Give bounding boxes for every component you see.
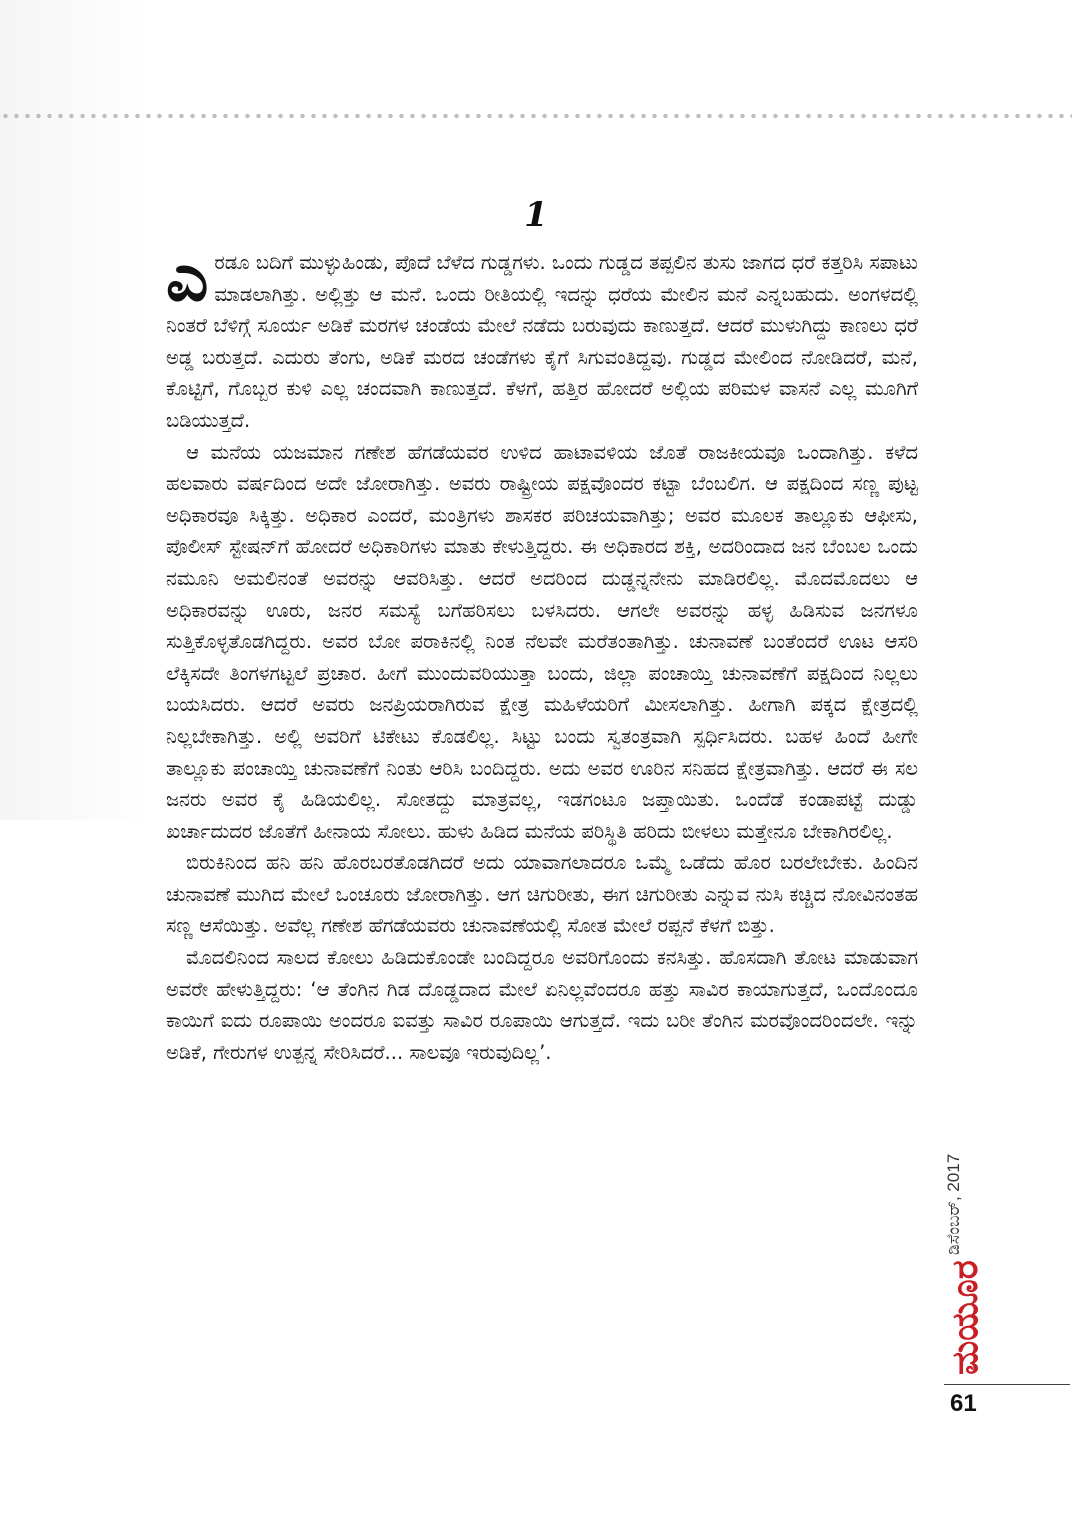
paragraph-3: ಬಿರುಕಿನಿಂದ ಹನಿ ಹನಿ ಹೊರಬರತೊಡಗಿದರೆ ಅದು ಯಾವಾಗಲಾದರೂ ಒಮ್ಮೆ ಒಡೆದು ಹೊರ ಬರಲೇಬೇಕು. ಹಿಂದಿನ ಚುನಾವಣೆ ಮುಗಿದ ಮೇಲೆ ಒಂಚೂರು ಜೋರಾಗಿತ್ತು. ಆಗ ಚಿಗುರೀತು, ಈಗ ಚಿಗುರೀತು ಎನ್ನುವ ನುಸಿ ಕಚ್ಚಿದ ನೋವಿನಂತಹ ಸಣ್ಣ ಆಸೆಯಿತ್ತು. ಅವೆಲ್ಲ ಗಣೇಶ ಹೆಗಡೆಯವರು ಚುನಾವಣೆಯಲ್ಲಿ ಸೋತ ಮೇಲೆ ರಪ್ಪನೆ ಕೆಳಗೆ ಬಿತ್ತು.: [166, 851, 918, 938]
article-body: [166, 239, 918, 1068]
issue-date: ಡಿಸೆಂಬರ್, 2017: [944, 1153, 963, 1255]
drop-cap: ಎ: [166, 239, 209, 316]
paragraph-2: ಆ ಮನೆಯ ಯಜಮಾನ ಗಣೇಶ ಹೆಗಡೆಯವರ ಉಳಿದ ಹಾಟಾವಳಿಯ ಜೊತೆ ರಾಜಕೀಯವೂ ಒಂದಾಗಿತ್ತು. ಕಳೆದ ಹಲವಾರು ವರ್ಷದಿಂದ ಅದೇ ಜೋರಾಗಿತ್ತು. ಅವರು ರಾಷ್ಟ್ರೀಯ ಪಕ್ಷವೊಂದರ ಕಟ್ಟಾ ಬೆಂಬಲಿಗ. ಆ ಪಕ್ಷದಿಂದ ಸಣ್ಣ ಪುಟ್ಟ ಅಧಿಕಾರವೂ ಸಿಕ್ಕಿತ್ತು. ಅಧಿಕಾರ ಎಂದರೆ, ಮಂತ್ರಿಗಳು ಶಾಸಕರ ಪರಿಚಯವಾಗಿತ್ತು; ಅವರ ಮೂಲಕ ತಾಲ್ಲೂಕು ಆಫೀಸು, ಪೊಲೀಸ್ ಸ್ಟೇಷನ್‌ಗೆ ಹೋದರೆ ಅಧಿಕಾರಿಗಳು ಮಾತು ಕೇಳುತ್ತಿದ್ದರು. ಈ ಅಧಿಕಾರದ ಶಕ್ತಿ, ಅದರಿಂದಾದ ಜನ ಬೆಂಬಲ ಒಂದು ನಮೂನಿ ಅಮಲಿನಂತೆ ಅವರನ್ನು ಆವರಿಸಿತ್ತು. ಆದರೆ ಅದರಿಂದ ದುಡ್ಡನ್ನನೇನು ಮಾಡಿರಲಿಲ್ಲ. ಮೊದಮೊದಲು ಆ ಅಧಿಕಾರವನ್ನು ಊರು, ಜನರ ಸಮಸ್ಯೆ ಬಗೆಹರಿಸಲು ಬಳಸಿದರು. ಆಗಲೇ ಅವರನ್ನು ಹಳ್ಳ ಹಿಡಿಸುವ ಜನಗಳೂ ಸುತ್ತಿಕೊಳ್ಳತೊಡಗಿದ್ದರು. ಅವರ ಬೋ ಪರಾಕಿನಲ್ಲಿ ನಿಂತ ನೆಲವೇ ಮರೆತಂತಾಗಿತ್ತು. ಚುನಾವಣೆ ಬಂತೆಂದರೆ ಊಟ ಆಸರಿ ಲೆಕ್ಕಿಸದೇ ತಿಂಗಳಗಟ್ಟಲೆ ಪ್ರಚಾರ. ಹೀಗೆ ಮುಂದುವರಿಯುತ್ತಾ ಬಂದು, ಜಿಲ್ಲಾ ಪಂಚಾಯ್ತಿ ಚುನಾವಣೆಗೆ ಪಕ್ಷದಿಂದ ನಿಲ್ಲಲು ಬಯಸಿದರು. ಆದರೆ ಅವರು ಜನಪ್ರಿಯರಾಗಿರುವ ಕ್ಷೇತ್ರ ಮಹಿಳೆಯರಿಗೆ ಮೀಸಲಾಗಿತ್ತು. ಹೀಗಾಗಿ ಪಕ್ಕದ ಕ್ಷೇತ್ರದಲ್ಲಿ ನಿಲ್ಲಬೇಕಾಗಿತ್ತು. ಅಲ್ಲಿ ಅವರಿಗೆ ಟಿಕೇಟು ಕೊಡಲಿಲ್ಲ. ಸಿಟ್ಟು ಬಂದು ಸ್ವತಂತ್ರವಾಗಿ ಸ್ಪರ್ಧಿಸಿದರು. ಬಹಳ ಹಿಂದೆ ಹೀಗೇ ತಾಲ್ಲೂಕು ಪಂಚಾಯ್ತಿ ಚುನಾವಣೆಗೆ ನಿಂತು ಆರಿಸಿ ಬಂದಿದ್ದರು. ಅದು ಅವರ ಊರಿನ ಸನಿಹದ ಕ್ಷೇತ್ರವಾಗಿತ್ತು. ಆದರೆ ಈ ಸಲ ಜನರು ಅವರ ಕೈ ಹಿಡಿಯಲಿಲ್ಲ. ಸೋತದ್ದು ಮಾತ್ರವಲ್ಲ, ಇಡಗಂಟೂ ಜಪ್ತಾಯಿತು. ಒಂದೆಡೆ ಕಂಡಾಪಟ್ಟೆ ದುಡ್ಡು ಖರ್ಚಾದುದರ ಜೊತೆಗೆ ಹೀನಾಯ ಸೋಲು. ಹುಳು ಹಿಡಿದ ಮನೆಯ ಪರಿಸ್ಥಿತಿ ಹರಿದು ಬೀಳಲು ಮತ್ತೇನೂ ಬೇಕಾಗಿರಲಿಲ್ಲ.: [166, 440, 918, 843]
margin-texture: [0, 0, 150, 820]
paragraph-4: ಮೊದಲಿನಿಂದ ಸಾಲದ ಕೋಲು ಹಿಡಿದುಕೊಂಡೇ ಬಂದಿದ್ದರೂ ಅವರಿಗೊಂದು ಕನಸಿತ್ತು. ಹೊಸದಾಗಿ ತೋಟ ಮಾಡುವಾಗ ಅವರೇ ಹೇಳುತ್ತಿದ್ದರು: ‘ಆ ತೆಂಗಿನ ಗಿಡ ದೊಡ್ಡದಾದ ಮೇಲೆ ಏನಿಲ್ಲವೆಂದರೂ ಹತ್ತು ಸಾವಿರ ಕಾಯಾಗುತ್ತದೆ, ಒಂದೊಂದೂ ಕಾಯಿಗೆ ಐದು ರೂಪಾಯಿ ಅಂದರೂ ಐವತ್ತು ಸಾವಿರ ರೂಪಾಯಿ ಆಗುತ್ತದೆ. ಇದು ಬರೀ ತೆಂಗಿನ ಮರವೊಂದರಿಂದಲೇ. ಇನ್ನು ಅಡಿಕೆ, ಗೇರುಗಳ ಉತ್ಪನ್ನ ಸೇರಿಸಿದರೆ... ಸಾಲವೂ ಇರುವುದಿಲ್ಲ’.: [166, 946, 918, 1064]
paragraph-1-text: ರಡೂ ಬದಿಗೆ ಮುಳ್ಳುಹಿಂಡು, ಪೊದೆ ಬೆಳೆದ ಗುಡ್ಡಗಳು. ಒಂದು ಗುಡ್ಡದ ತಪ್ಪಲಿನ ತುಸು ಜಾಗದ ಧರೆ ಕತ್ತರಿಸಿ ಸಪಾಟು ಮಾಡಲಾಗಿತ್ತು. ಅಲ್ಲಿತ್ತು ಆ ಮನೆ. ಒಂದು ರೀತಿಯಲ್ಲಿ ಇದನ್ನು ಧರೆಯ ಮೇಲಿನ ಮನೆ ಎನ್ನಬಹುದು. ಅಂಗಳದಲ್ಲಿ ನಿಂತರೆ ಬೆಳಿಗ್ಗೆ ಸೂರ್ಯ ಅಡಿಕೆ ಮರಗಳ ಚಂಡೆಯ ಮೇಲೆ ನಡೆದು ಬರುವುದು ಕಾಣುತ್ತದೆ. ಆದರೆ ಮುಳುಗಿದ್ದು ಕಾಣಲು ಧರೆ ಅಡ್ಡ ಬರುತ್ತದೆ. ಎದುರು ತೆಂಗು, ಅಡಿಕೆ ಮರದ ಚಂಡೆಗಳು ಕೈಗೆ ಸಿಗುವಂತಿದ್ದವು. ಗುಡ್ಡದ ಮೇಲಿಂದ ನೋಡಿದರೆ, ಮನೆ, ಕೊಟ್ಟಿಗೆ, ಗೊಬ್ಬರ ಕುಳಿ ಎಲ್ಲ ಚಂದವಾಗಿ ಕಾಣುತ್ತದೆ. ಕೆಳಗೆ, ಹತ್ತಿರ ಹೋದರೆ ಅಲ್ಲಿಯ ಪರಿಮಳ ವಾಸನೆ ಎಲ್ಲ ಮೂಗಿಗೆ ಬಡಿಯುತ್ತದೆ.: [166, 251, 918, 432]
paragraph-1: [166, 239, 918, 437]
chapter-number: 1: [524, 195, 548, 235]
page-number: 61: [950, 1390, 977, 1417]
magazine-logo: ಮಯೂರ: [945, 1260, 986, 1375]
footer-rule: [944, 1384, 1070, 1385]
dotted-header-rule: [0, 112, 1072, 120]
